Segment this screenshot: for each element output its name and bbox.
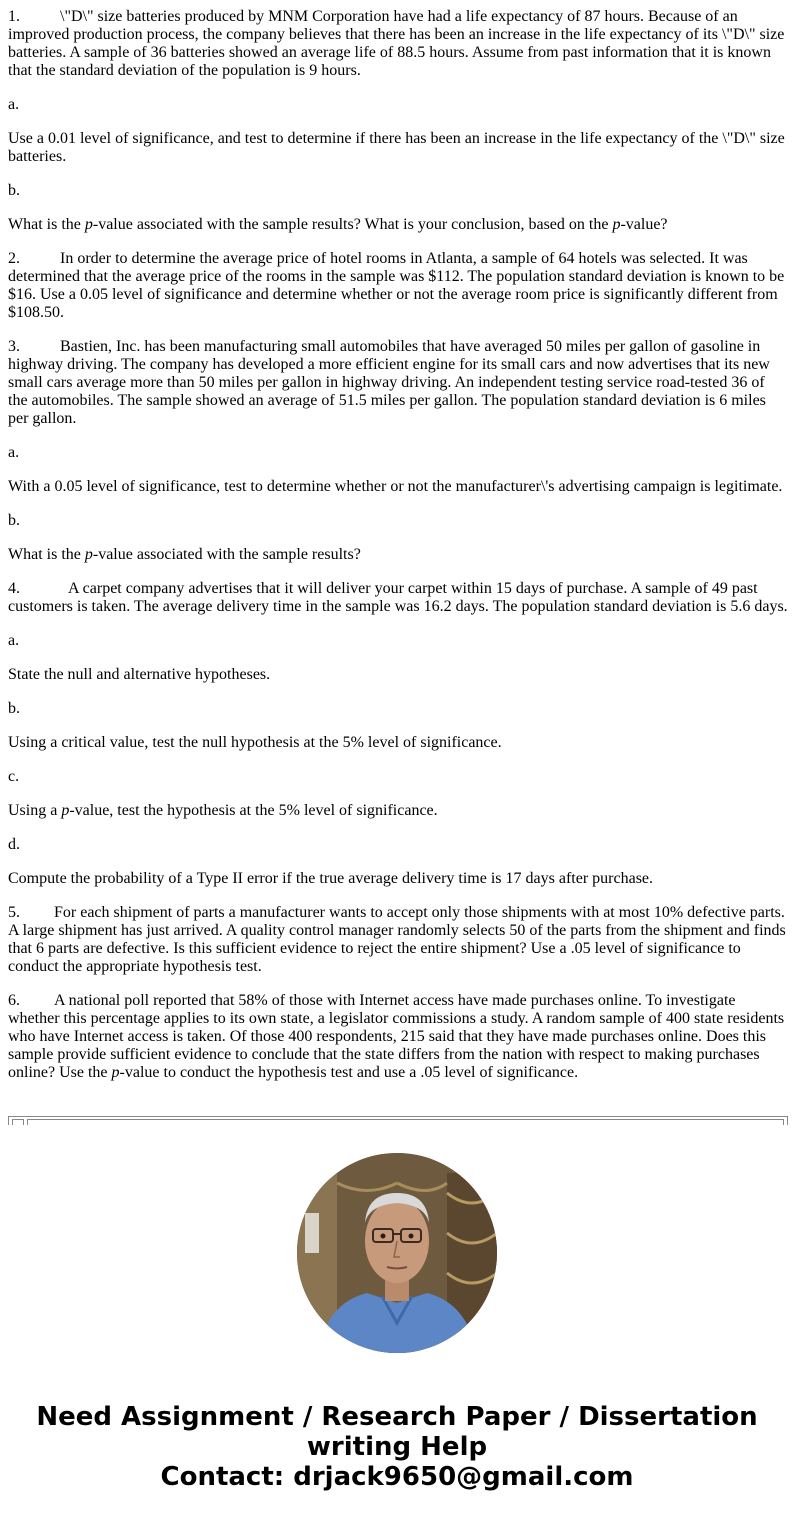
question-number: 2.: [8, 250, 20, 267]
promo-line: writing Help: [306, 1432, 488, 1462]
question-text: Bastien, Inc. has been manufacturing small automobiles that have averaged 50 miles per gallon of gasoline in highway driving. The company has developed a more efficient engine for its small cars and now advertises that its new small cars average more than 50 miles per gallon in highway driving. An independent testing service road-tested 36 of the automobiles. The sample showed an average of 51.5 miles per gallon. The population standard deviation is 6 miles per gallon.: [8, 338, 770, 427]
question-text: For each shipment of parts a manufacturer wants to accept only those shipments with at most 10% defective parts. A large shipment has just arrived. A quality control manager randomly selects 50 of the parts from the shipment and finds that 6 parts are defective. Is this sufficient evidence to reject the entire shipment? Use a .05 level of significance to conduct the appropriate hypothesis test.: [8, 904, 786, 975]
part-text: Using a critical value, test the null hypothesis at the 5% level of significance.: [8, 734, 502, 751]
question-1: [8, 8, 788, 80]
promo-banner: [0, 1402, 794, 1492]
question-number: 5.: [8, 904, 20, 921]
question-4: [8, 580, 788, 616]
part-text: What is the p-value associated with the sample results? What is your conclusion, based on the p-value?: [8, 216, 668, 233]
part-label: a.: [8, 444, 20, 461]
part-text: Using a p-value, test the hypothesis at the 5% level of significance.: [8, 802, 438, 819]
part-text: Compute the probability of a Type II error if the true average delivery time is 17 days after purchase.: [8, 870, 654, 887]
question-2: [8, 250, 788, 322]
question-5: [8, 904, 788, 976]
promo-line: Need Assignment / Research Paper / Dissertation: [36, 1402, 758, 1432]
avatar: [297, 1153, 497, 1353]
promo-contact: Contact: drjack9650@gmail.com: [160, 1462, 634, 1492]
author-photo-icon: [297, 1153, 497, 1353]
question-number: 3.: [8, 338, 20, 355]
part-label: d.: [8, 836, 20, 853]
question-text: A carpet company advertises that it will deliver your carpet within 15 days of purchase. A sample of 49 past customers is taken. The average delivery time in the sample was 16.2 days. The population standard deviation is 5.6 days.: [8, 580, 788, 615]
part-label: c.: [8, 768, 20, 785]
truncated-table: [8, 1116, 788, 1125]
part-label: b.: [8, 700, 20, 717]
questions-content: [8, 8, 788, 1098]
question-text: In order to determine the average price of hotel rooms in Atlanta, a sample of 64 hotels was selected. It was determined that the average price of the rooms in the sample was $112. The population standard deviation is known to be $16. Use a 0.05 level of significance and determine whether or not the average room price is significantly different from $108.50.: [8, 250, 785, 321]
part-text: Use a 0.01 level of significance, and test to determine if there has been an increase in the life expectancy of the \"D\" size batteries.: [8, 130, 785, 165]
table-cell: [12, 1119, 24, 1125]
table-cell: [27, 1119, 784, 1125]
part-label: a.: [8, 96, 20, 113]
question-6: 6. A national poll reported that 58% of those with Internet access have made purchases online. To investigate whether this percentage applies to its own state, a legislator commissions a study. A random sample of 400 state residents who have Internet access is taken. Of those 400 respondents, 215 said that they have made purchases online. Does this sample provide sufficient evidence to conclude that the state differs from the nation with respect to making purchases online? Use the p-value to conduct the hypothesis test and use a .05 level of significance.: [8, 992, 785, 1081]
question-number: 4.: [8, 580, 20, 597]
question-number: 1.: [8, 8, 20, 25]
question-number: 6.: [8, 992, 20, 1009]
part-text: With a 0.05 level of significance, test to determine whether or not the manufacturer\'s advertising campaign is legitimate.: [8, 478, 783, 495]
part-text: What is the p-value associated with the sample results?: [8, 546, 361, 563]
part-label: a.: [8, 632, 20, 649]
part-label: b.: [8, 182, 20, 199]
part-label: b.: [8, 512, 20, 529]
question-text: \"D\" size batteries produced by MNM Corporation have had a life expectancy of 87 hours. Because of an improved production process, the company believes that there has been an increase in the life expectancy of its \"D\" size batteries. A sample of 36 batteries showed an average life of 88.5 hours. Assume from past information that it is known that the standard deviation of the population is 9 hours.: [8, 8, 785, 79]
part-text: State the null and alternative hypotheses.: [8, 666, 271, 683]
question-3: [8, 338, 788, 428]
